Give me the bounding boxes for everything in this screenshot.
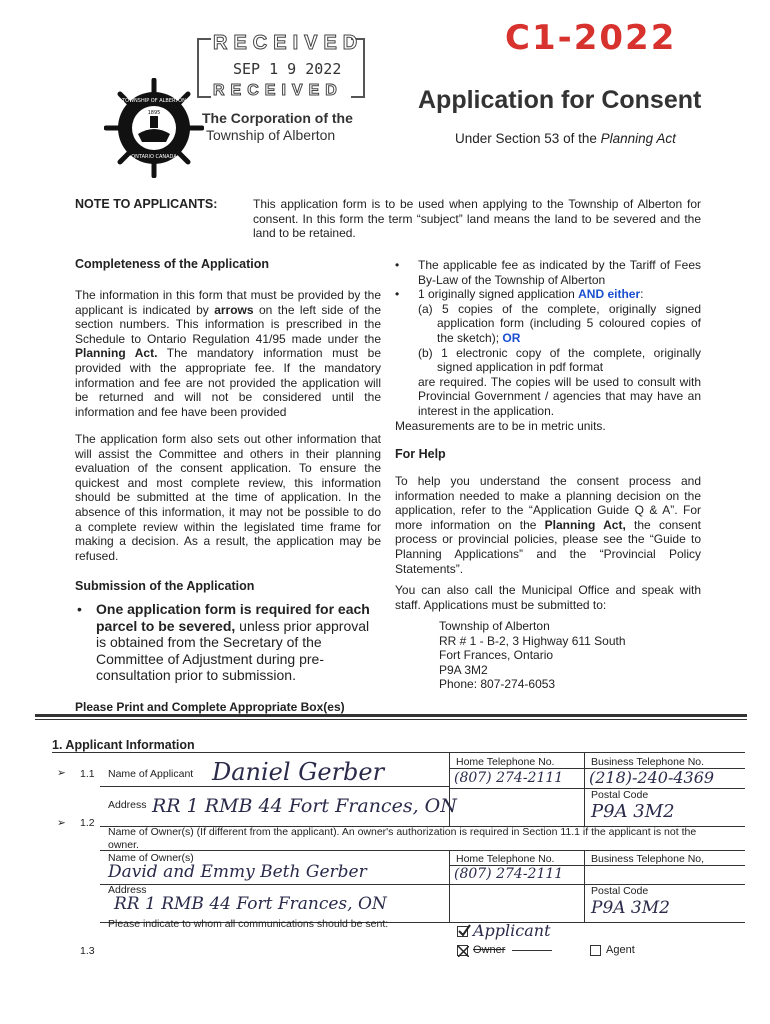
option-b: (b) 1 electronic copy of the complete, originally signed application in pdf format [418, 345, 701, 375]
name-of-applicant-label: Name of Applicant [108, 768, 194, 780]
checkmark-icon [457, 924, 471, 938]
arrows-text: arrows [214, 302, 254, 317]
section-number-1-3: 1.3 [80, 945, 95, 957]
org-line2: Township of Alberton [206, 127, 336, 143]
strike-line [512, 950, 552, 951]
owner-name-field[interactable]: David and Emmy Beth Gerber [108, 862, 367, 882]
org-name [202, 110, 353, 144]
completeness-para1-c: The mandatory information must be provided with the appropriate fee. If the mandatory information and fee are not provided the application will be returned and will not be considered until the information and fee have been provided [75, 346, 381, 419]
org-line1: The Corporation of the [202, 110, 353, 126]
communications-label: Please indicate to whom all communications should be sent: [108, 918, 389, 930]
option-a: (a) 5 copies of the complete, originally signed application form (including 5 coloured copies of the sketch); [418, 301, 701, 345]
col-divider-right [584, 752, 585, 826]
page-title: Application for Consent [418, 86, 702, 114]
applicant-home-tel-field[interactable]: (807) 274-2111 [454, 770, 564, 786]
option-or: OR [502, 330, 521, 345]
cross-out-icon [458, 946, 469, 957]
submission-bullet-bold: One application form is required for each parcel to be severed, [96, 601, 370, 634]
seal-bottom-text: ONTARIO CANADA [131, 154, 177, 160]
completeness-para1-b: on the left side of the section numbers. This information is prescribed in the Schedule to Ontario Regulation 41/95 made under the [75, 302, 381, 346]
owner-note: Name of Owner(s) (If different from the applicant). An owner's authorization is required in Section 11.1 if the applicant is not the owner. [108, 826, 697, 851]
completeness-heading: Completeness of the Application [75, 257, 270, 271]
seal-year: 1895 [147, 110, 161, 116]
requirement-colon: : [640, 287, 644, 302]
section-title: 1. Applicant Information [52, 738, 195, 752]
office-address [439, 619, 626, 692]
section-number-1-2: 1.2 [80, 817, 95, 829]
note-text: This application form is to be used when applying to the Township of Alberton for consent. In this form the term “subject” land means the land to be severed and the land to be retained. [253, 197, 701, 241]
owner-address-label: Address [108, 884, 147, 896]
help-para1-b: the consent process or provincial policies, please see the “Guide to Planning Applications” and the “Provincial Policy Statements”. [395, 517, 701, 576]
help-para1-a: To help you understand the consent process and information needed to make a planning decision on the application, refer to the “Application Guide Q & A”. For more information on the [395, 474, 701, 532]
stamp-bottom-text: RECEIVED [213, 82, 343, 99]
owner-option-label: Owner [473, 944, 506, 956]
owner-postal-label: Postal Code [591, 885, 649, 897]
address-line: Phone: 807-274-6053 [439, 677, 556, 692]
business-tel-label: Business Telephone No. [591, 756, 705, 768]
received-stamp [197, 30, 365, 100]
requirement-and-either: AND either [578, 287, 641, 302]
owner-home-tel-field[interactable]: (807) 274-2111 [454, 866, 564, 882]
arrow-1-1: ➢ [57, 767, 66, 779]
address-label: Address [108, 799, 147, 811]
owner-address-field[interactable]: RR 1 RMB 44 Fort Frances, ON [114, 894, 387, 914]
owner-name-label: Name of Owner(s) [108, 852, 194, 864]
seal-top-text: TOWNSHIP OF ALBERTON [122, 98, 186, 104]
address-line: RR # 1 - B-2, 3 Highway 611 South [439, 633, 626, 648]
note-label: NOTE TO APPLICANTS: [75, 197, 218, 211]
section-number-1-1: 1.1 [80, 768, 95, 780]
help-heading: For Help [395, 447, 446, 461]
requirement-fee: The applicable fee as indicated by the Tariff of Fees By-Law of the Township of Alberton [418, 258, 701, 287]
applicant-business-tel-field[interactable]: (218)-240-4369 [589, 768, 715, 787]
applicant-name-field[interactable]: Daniel Gerber [212, 758, 385, 786]
owner-postal-field[interactable]: P9A 3M2 [591, 898, 670, 918]
completeness-para1 [75, 288, 381, 419]
applicant-option-label: Applicant [473, 921, 551, 940]
required-note: are required. The copies will be used to consult with Provincial Government / agencies that may have an interest in the application. [418, 374, 701, 418]
row-rule [100, 884, 745, 885]
agent-checkbox[interactable] [590, 945, 601, 956]
owner-home-tel-label: Home Telephone No. [456, 853, 555, 865]
measurements-note: Measurements are to be in metric units. [395, 418, 606, 433]
completeness-para2: The application form also sets out other information that will assist the Committee and others in their planning evaluation of the consent application. To ensure the quickest and most complete review, this information should be submitted at the time of application. In the absence of this information, it may not be possible to do a complete review within the legislated time frame for making a decision. As a result, the application may be refused. [75, 432, 381, 563]
requirement-application-a: 1 originally signed application [418, 287, 579, 302]
address-line: Township of Alberton [439, 619, 550, 633]
row-rule [100, 786, 450, 787]
file-number: C1-2022 [505, 18, 677, 58]
option-owner[interactable] [457, 944, 552, 956]
divider-thin [35, 719, 747, 720]
township-seal-logo [104, 78, 204, 178]
help-para2: You can also call the Municipal Office and speak with staff. Applications must be submitted to: [395, 583, 701, 612]
section-rule [52, 752, 745, 753]
address-line: P9A 3M2 [439, 662, 488, 677]
col-divider-left-2 [449, 850, 450, 922]
option-agent[interactable] [590, 944, 635, 956]
home-tel-label: Home Telephone No. [456, 756, 555, 768]
page-subtitle [455, 131, 676, 146]
subtitle-act: Planning Act [600, 131, 676, 146]
completeness-para1-a: The information in this form that must be provided by the applicant is indicated by [75, 288, 381, 317]
help-para1 [395, 474, 701, 576]
submission-bullet-rest: unless prior approval is obtained from the Secretary of the Committee of Adjustment during pre-consultation prior to submission. [96, 617, 370, 683]
submission-heading: Submission of the Application [75, 579, 255, 593]
submission-bullet: • One application form is required for each parcel to be severed, unless prior approval is obtained from the Secretary of the Committee of Adjustment during pre-consultation prior to submission. [77, 601, 370, 683]
form-instruction: Please Print and Complete Appropriate Box(es) [75, 700, 345, 714]
arrow-1-2: ➢ [57, 817, 66, 829]
option-applicant[interactable] [457, 921, 551, 941]
address-line: Fort Frances, Ontario [439, 648, 554, 663]
applicant-checkbox[interactable] [457, 926, 468, 937]
requirements-list: • The applicable fee as indicated by the Tariff of Fees By-Law of the Township of Alberton • 1 originally signed application AND either: (a) 5 copies of the complete, originally signed application form (including 5 coloured copies of the sketch); OR (b) 1 electronic copy of the complete, originally signed application in pdf format are required. The copies will be used to consult with Provincial Government / agencies that may have an interest in the application. Measurements are to be in metric units. [395, 258, 701, 433]
subtitle-prefix: Under Section 53 of the [455, 131, 601, 146]
divider-thick [35, 714, 747, 717]
stamp-date: SEP 1 9 2022 [233, 60, 342, 78]
owner-business-tel-label: Business Telephone No, [591, 853, 705, 865]
applicant-postal-field[interactable]: P9A 3M2 [591, 801, 675, 822]
stamp-top-text: RECEIVED [213, 32, 364, 54]
owner-checkbox[interactable] [457, 945, 468, 956]
planning-act-text: Planning Act. [75, 346, 158, 361]
col-divider-right-2 [584, 850, 585, 922]
help-planning-act: Planning Act, [544, 517, 626, 532]
agent-option-label: Agent [606, 944, 635, 956]
applicant-address-field[interactable]: RR 1 RMB 44 Fort Frances, ON [152, 795, 457, 817]
postal-code-label: Postal Code [591, 789, 649, 801]
